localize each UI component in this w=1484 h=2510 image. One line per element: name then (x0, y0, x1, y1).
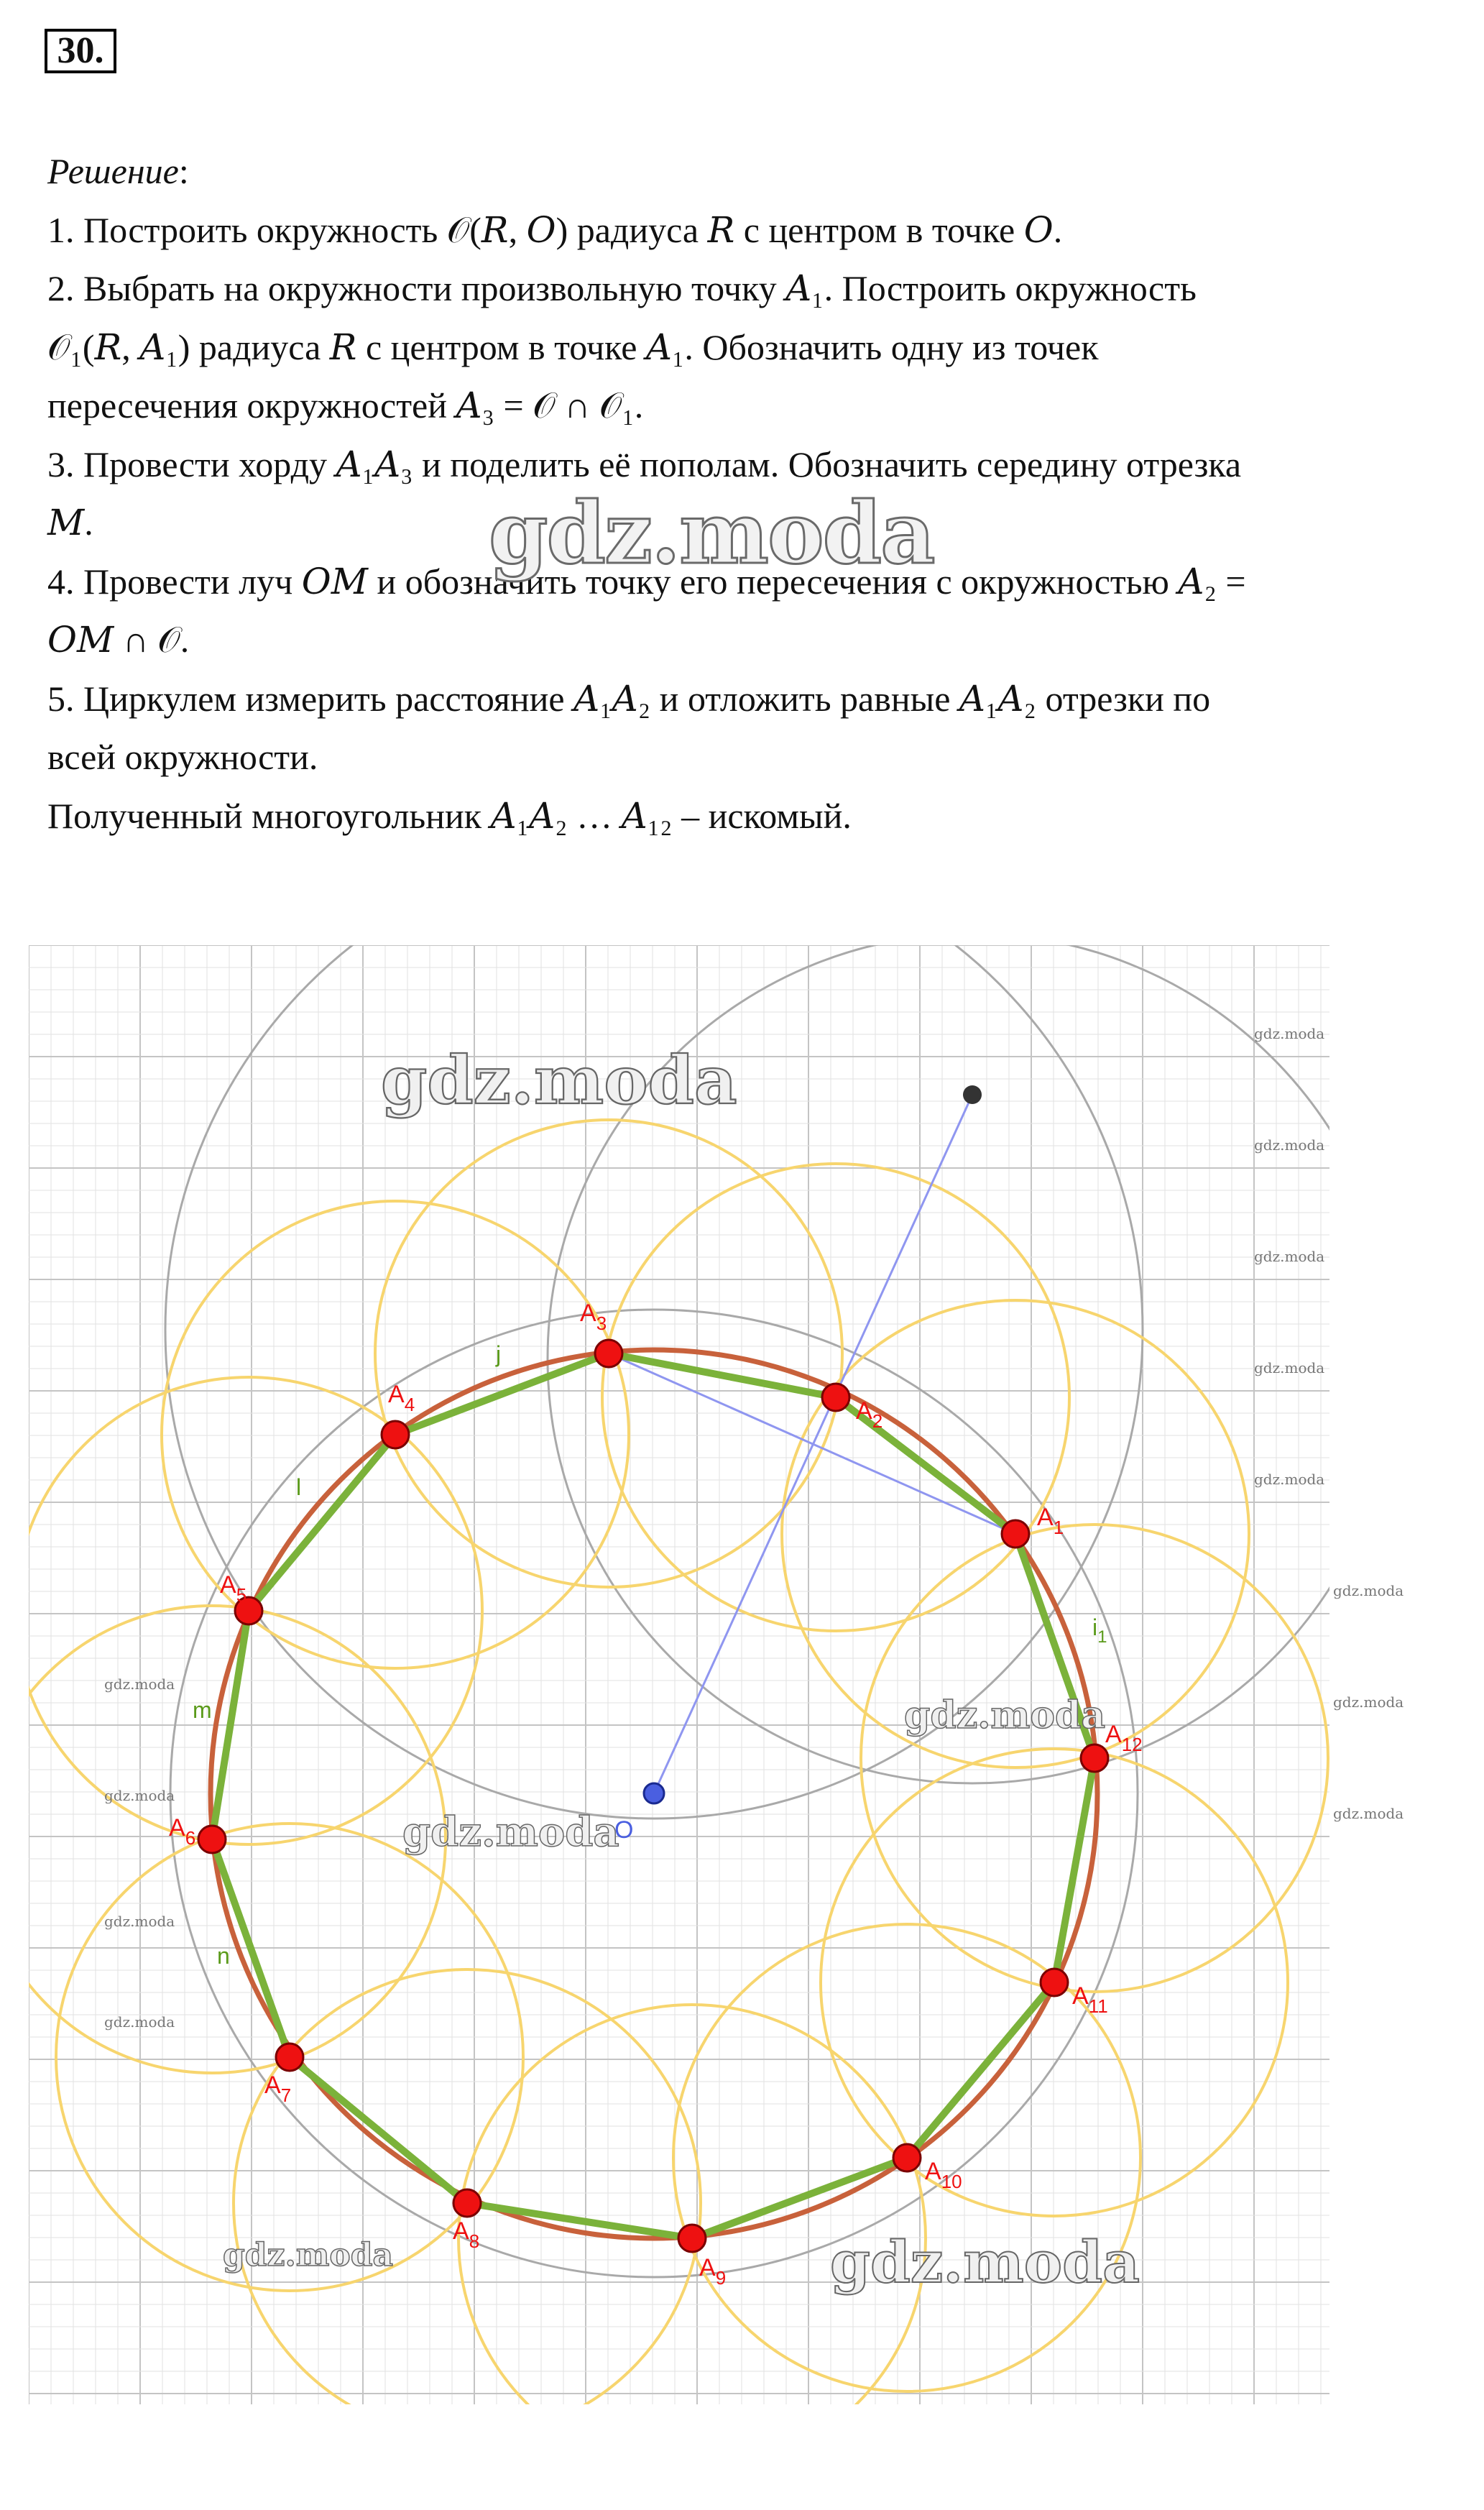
watermark-text: gdz.moda (381, 1042, 737, 1119)
solution-line: пересечения окружностей 𝐴₃ = 𝒪 ∩ 𝒪₁. (47, 385, 644, 426)
grid (29, 945, 1329, 2404)
watermark-text: gdz.moda (830, 2228, 1140, 2296)
watermark-small: gdz.moda (1254, 1025, 1325, 1042)
solution-heading: Решение: (47, 151, 189, 191)
label-a6: $A_6$ (169, 1814, 196, 1849)
point-a8 (453, 2189, 481, 2217)
solution-line: 4. Провести луч 𝑂𝑀 и обозначить точку его пересечения с окружностью 𝐴₂ = (47, 561, 1246, 602)
watermark-text: gdz.moda (402, 1808, 619, 1856)
label-a12: $A_{12}$ (1105, 1721, 1143, 1755)
point-a2 (822, 1384, 849, 1411)
label-a2: $A_2$ (856, 1397, 883, 1432)
watermark-small: gdz.moda (104, 1787, 175, 1804)
watermark-small: gdz.moda (1254, 1471, 1325, 1488)
label-a9: $A_9$ (699, 2254, 727, 2289)
point-a4 (382, 1421, 409, 1448)
label-a3: $A_3$ (580, 1300, 607, 1334)
watermark-small: gdz.moda (1254, 1359, 1325, 1376)
watermark-small: gdz.moda (104, 1913, 175, 1930)
point-a3 (595, 1340, 622, 1367)
solution-label: Решение (47, 151, 179, 191)
solution-line: всей окружности. (47, 737, 318, 777)
solution-line: 2. Выбрать на окружности произвольную точку 𝐴₁. Построить окружность (47, 268, 1197, 308)
solution-line: 3. Провести хорду 𝐴₁𝐴₃ и поделить её пополам. Обозначить середину отрезка (47, 443, 1242, 484)
label-a11: $A_{11}$ (1072, 1982, 1108, 2017)
watermark-text: gdz.moda (904, 1693, 1106, 1737)
solution-line: 1. Построить окружность 𝒪(𝑅, 𝑂) радиуса 𝑅 с центром в точке 𝑂. (47, 209, 1063, 250)
point-a11 (1041, 1969, 1068, 1996)
watermark-small: gdz.moda (1333, 1805, 1404, 1822)
point-a9 (678, 2225, 706, 2252)
watermark-small: gdz.moda (1254, 1136, 1325, 1154)
label-a4: $A_4$ (388, 1381, 415, 1415)
segment-label-j: j (496, 1341, 502, 1367)
watermark-small: gdz.moda (104, 2013, 175, 2031)
intersection-point (963, 1085, 982, 1104)
label-a1: $A_1$ (1037, 1504, 1064, 1538)
watermark-small: gdz.moda (1254, 1248, 1325, 1265)
watermark-small: gdz.moda (1333, 1582, 1404, 1599)
solution-line: 5. Циркулем измерить расстояние 𝐴₁𝐴₂ и отложить равные 𝐴₁𝐴₂ отрезки по (47, 678, 1211, 719)
watermarks (104, 1025, 1404, 2296)
solution-line: 𝒪₁(𝑅, 𝐴₁) радиуса 𝑅 с центром в точке 𝐴₁. Обозначить одну из точек (47, 326, 1099, 367)
watermark-text: gdz.moda (223, 2237, 394, 2274)
segment-label-l: l (296, 1474, 302, 1500)
label-a7: $A_7$ (264, 2072, 292, 2106)
label-a8: $A_8$ (453, 2217, 480, 2252)
watermark-small: gdz.moda (1333, 1693, 1404, 1711)
point-a6 (198, 1826, 226, 1853)
point-a7 (276, 2044, 303, 2071)
construction-figure (29, 945, 1404, 2404)
point-a12 (1081, 1744, 1108, 1772)
segment-label-i1: $i_1$ (1092, 1614, 1107, 1647)
task-number: 30. (45, 29, 116, 73)
solution-line: 𝑀. (47, 502, 93, 543)
label-o: O (614, 1816, 634, 1844)
segment-label-m: m (193, 1697, 212, 1723)
construction-lines (212, 1095, 1094, 2238)
solution-line: 𝑂𝑀 ∩ 𝒪. (47, 620, 190, 660)
point-a10 (893, 2144, 921, 2171)
center-point (644, 1783, 664, 1803)
watermark-small: gdz.moda (104, 1675, 175, 1693)
watermark-text: gdz.moda (489, 483, 934, 583)
point-a1 (1002, 1520, 1029, 1548)
construction-circle (165, 841, 1143, 1819)
segment-label-n: n (217, 1943, 230, 1969)
solution-line: Полученный многоугольник 𝐴₁𝐴₂ … 𝐴₁₂ – искомый. (47, 795, 852, 836)
label-a10: $A_{10}$ (925, 2158, 962, 2192)
label-a5: $A_5$ (220, 1571, 247, 1606)
